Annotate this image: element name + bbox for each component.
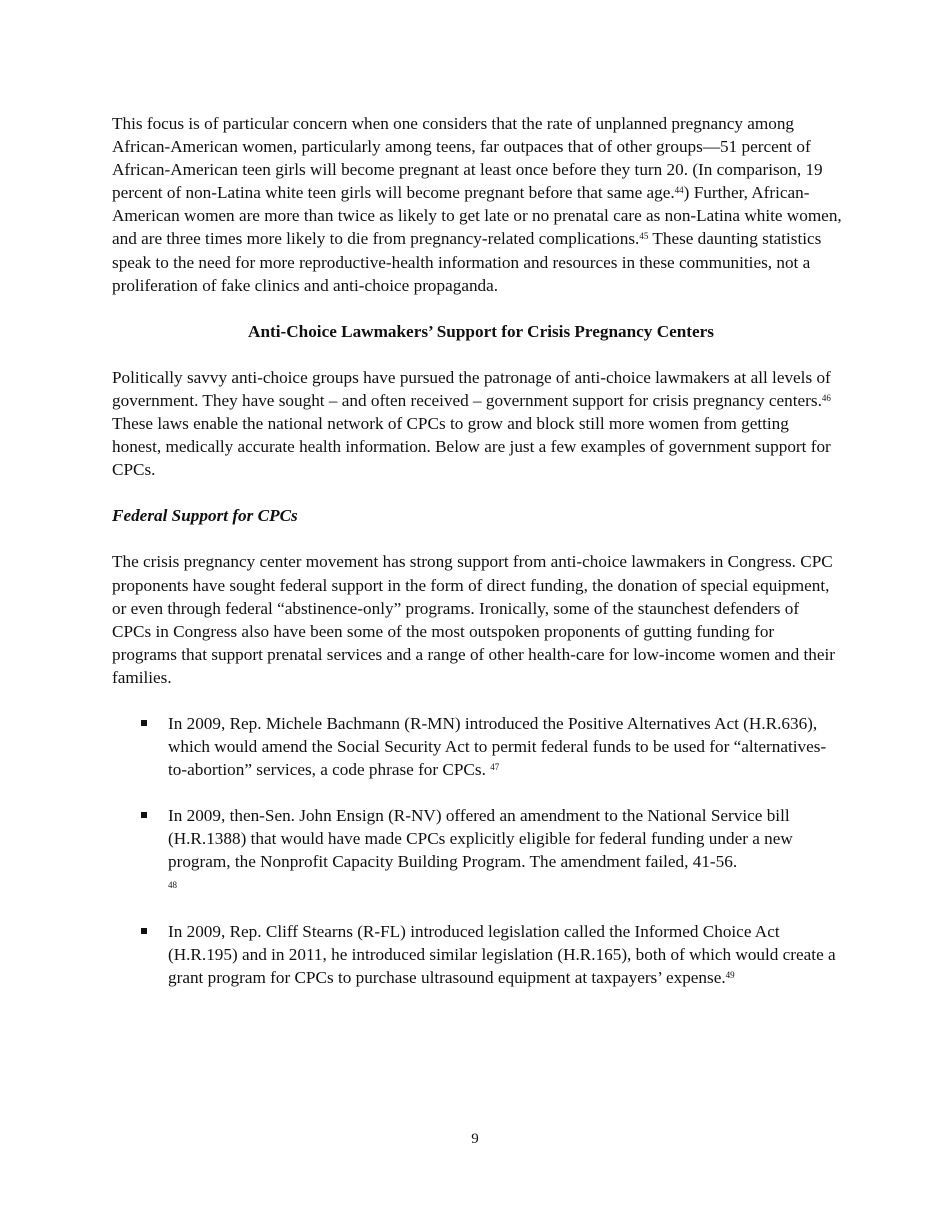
list-item-text: In 2009, Rep. Michele Bachmann (R-MN) introduced the Positive Alternatives Act (H.R.636), which would amend the Social Security Act to permit federal funds to be used for “alternatives-to-abortion” services, a code phrase for CPCs. xyxy=(168,713,827,780)
footnote-ref-49: 49 xyxy=(725,969,735,980)
list-item xyxy=(112,712,842,781)
intro-text-3: These daunting statistics speak to the need for more reproductive-health information and resources in these communities, not a proliferation of fake clinics and anti-choice propaganda. xyxy=(112,229,822,295)
intro-text-2: ) Further, African-American women are more than twice as likely to get late or no prenatal care as non-Latina white women, and are three times more likely to die from pregnancy-related complications. xyxy=(112,183,842,249)
lawmakers-text-2: These laws enable the national network of CPCs to grow and block still more women from getting honest, medically accurate health information. Below are just a few examples of government support for CPCs. xyxy=(112,414,831,480)
lawmakers-text-1: Politically savvy anti-choice groups have pursued the patronage of anti-choice lawmakers at all levels of government. They have sought – and often received – government support for crisis pregnancy centers. xyxy=(112,367,831,410)
intro-paragraph xyxy=(112,112,842,297)
list-item xyxy=(112,920,842,989)
federal-paragraph: The crisis pregnancy center movement has strong support from anti-choice lawmakers in Congress. CPC proponents have sought federal support in the form of direct funding, the donation of special equipment, or even through federal “abstinence-only” programs. Ironically, some of the staunchest defenders of CPCs in Congress also have been some of the most outspoken proponents of gutting funding for programs that support prenatal services and a range of other health-care for low-income women and their families. xyxy=(112,552,836,687)
section-heading: Anti-Choice Lawmakers’ Support for Crisis Pregnancy Centers xyxy=(248,321,714,341)
intro-text-1: This focus is of particular concern when one considers that the rate of unplanned pregnancy among African-American women, particularly among teens, far outpaces that of other groups—51 percent of African-American teen girls will become pregnant at least once before they turn 20. (In comparison, 19 percent of non-Latina white teen girls will become pregnant before that same age. xyxy=(112,114,823,203)
lawmakers-paragraph xyxy=(112,366,842,481)
bullet-icon xyxy=(141,812,147,818)
page-number: 9 xyxy=(471,1131,479,1147)
footnote-ref-45: 45 xyxy=(639,231,649,242)
footnote-ref-44: 44 xyxy=(674,185,684,196)
list-item-text: In 2009, Rep. Cliff Stearns (R-FL) introduced legislation called the Informed Choice Act (H.R.195) and in 2011, he introduced similar legislation (H.R.165), both of which would create a grant program for CPCs to purchase ultrasound equipment at taxpayers’ expense. xyxy=(168,921,836,987)
bullet-icon xyxy=(141,720,147,726)
examples-list xyxy=(112,712,842,989)
bullet-icon xyxy=(141,928,147,934)
footnote-ref-46: 46 xyxy=(821,392,831,403)
footnote-ref-47: 47 xyxy=(490,762,500,773)
subsection-heading: Federal Support for CPCs xyxy=(112,506,298,526)
footnote-ref-48: 48 xyxy=(168,879,177,890)
list-item xyxy=(112,804,842,896)
document-page xyxy=(112,112,842,1012)
list-item-text: In 2009, then-Sen. John Ensign (R-NV) offered an amendment to the National Service bill (H.R.1388) that would have made CPCs explicitly eligible for federal funding under a new program, the Nonprofit Capacity Building Program. The amendment failed, 41-56. xyxy=(168,806,793,872)
